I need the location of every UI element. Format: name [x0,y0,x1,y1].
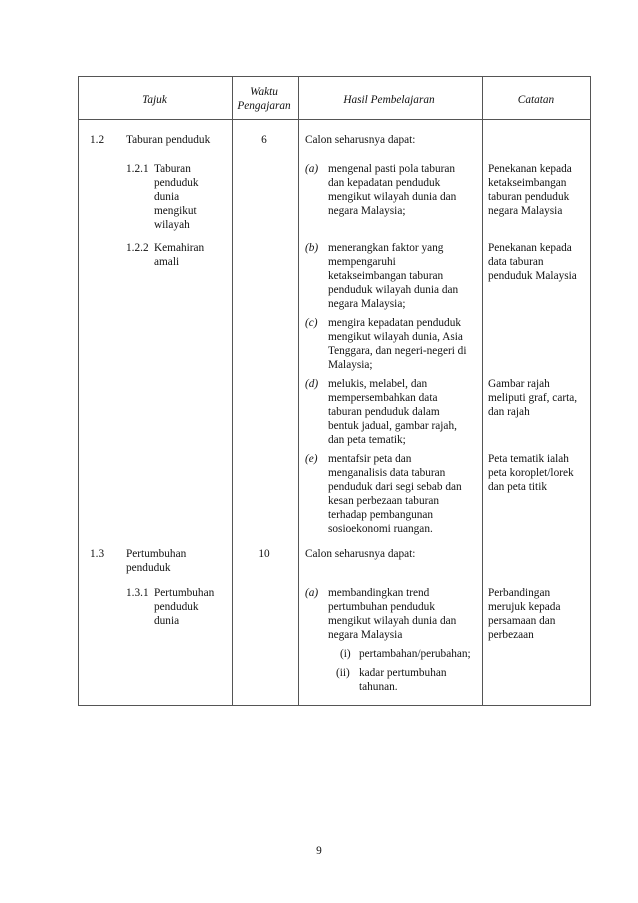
outcome-line: kesan perbezaan taburan [328,495,440,507]
outcome-line: pertumbuhan penduduk [328,601,435,613]
note-line: meliputi graf, carta, [488,392,578,404]
subtopic-line: penduduk [154,177,199,189]
sub-outcome-line: tahunan. [359,681,398,693]
subtopic-line: penduduk [154,601,199,613]
note-line: dan rajah [488,406,530,418]
outcome-intro: Calon seharusnya dapat: [305,548,416,560]
subtopic-line: Kemahiran [154,242,205,254]
note-line: peta koroplet/lorek [488,467,574,479]
subtopic-number: 1.2.1 [126,163,149,175]
outcome-line: Malaysia; [328,359,373,371]
outcome-line: membandingkan trend [328,587,430,599]
outcome-line: mengikut wilayah dunia, Asia [328,331,463,343]
column-divider-1 [232,77,233,705]
column-divider-2 [298,77,299,705]
outcome-line: bentuk jadual, gambar rajah, [328,420,457,432]
outcome-line: penduduk dari segi sebab dan [328,481,462,493]
outcome-line: mengira kepadatan penduduk [328,317,462,329]
note-line: persamaan dan [488,615,556,627]
subtopic-line: mengikut [154,205,197,217]
outcome-line: taburan penduduk dalam [328,406,440,418]
outcome-line: Tenggara, dan negeri-negeri di [328,345,467,357]
outcome-line: terhadap pembangunan [328,509,434,521]
note-line: dan peta titik [488,481,547,493]
page-number: 9 [316,845,322,857]
outcome-label: (a) [305,587,319,599]
sub-outcome-label: (i) [340,648,351,660]
outcome-line: mempengaruhi [328,256,396,268]
outcome-label: (a) [305,163,319,175]
outcome-label: (d) [305,378,319,390]
outcome-line: mempersembahkan data [328,392,438,404]
subtopic-line: wilayah [154,219,190,231]
section-number: 1.2 [90,134,105,146]
sub-outcome-label: (ii) [336,667,350,679]
subtopic-line: dunia [154,191,180,203]
section-title-line: Pertumbuhan [126,548,187,560]
teaching-time: 6 [261,134,267,146]
column-divider-3 [482,77,483,705]
outcome-line: dan kepadatan penduduk [328,177,441,189]
header-hasil: Hasil Pembelajaran [343,94,435,106]
note-line: Gambar rajah [488,378,550,390]
note-line: Penekanan kepada [488,163,572,175]
outcome-line: mengenal pasti pola taburan [328,163,456,175]
outcome-label: (c) [305,317,318,329]
outcome-line: melukis, melabel, dan [328,378,428,390]
header-waktu-line1: Waktu [250,86,278,98]
header-catatan: Catatan [517,94,555,106]
note-line: negara Malaysia [488,205,563,217]
subtopic-number: 1.2.2 [126,242,149,254]
outcome-line: mengikut wilayah dunia dan [328,615,457,627]
sub-outcome-line: pertambahan/perubahan; [359,648,471,660]
sub-outcome-line: kadar pertumbuhan [359,667,447,679]
teaching-time: 10 [258,548,270,560]
note-line: Peta tematik ialah [488,453,569,465]
note-line: merujuk kepada [488,601,561,613]
outcome-line: menganalisis data taburan [328,467,446,479]
outcome-intro: Calon seharusnya dapat: [305,134,416,146]
subtopic-line: dunia [154,615,180,627]
subtopic-number: 1.3.1 [126,587,149,599]
outcome-line: ketakseimbangan taburan [328,270,444,282]
outcome-line: mengikut wilayah dunia dan [328,191,457,203]
header-separator [79,119,590,120]
outcome-label: (e) [305,453,318,465]
note-line: Penekanan kepada [488,242,572,254]
note-line: Perbandingan [488,587,551,599]
note-line: ketakseimbangan [488,177,567,189]
note-line: taburan penduduk [488,191,570,203]
section-title-line: penduduk [126,562,171,574]
outcome-line: menerangkan faktor yang [328,242,444,254]
outcome-label: (b) [305,242,319,254]
outcome-line: penduduk wilayah dunia dan [328,284,459,296]
outcome-line: sosioekonomi ruangan. [328,523,433,535]
outcome-line: dan peta tematik; [328,434,406,446]
outcome-line: negara Malaysia; [328,205,406,217]
outcome-line: mentafsir peta dan [328,453,412,465]
subtopic-line: Pertumbuhan [154,587,215,599]
header-tajuk: Tajuk [142,94,167,106]
note-line: data taburan [488,256,544,268]
outcome-line: negara Malaysia; [328,298,406,310]
section-title: Taburan penduduk [126,134,211,146]
outcome-line: negara Malaysia [328,629,403,641]
subtopic-line: Taburan [154,163,191,175]
note-line: penduduk Malaysia [488,270,577,282]
subtopic-line: amali [154,256,180,268]
header-waktu-line2: Pengajaran [237,100,291,112]
section-number: 1.3 [90,548,105,560]
note-line: perbezaan [488,629,534,641]
